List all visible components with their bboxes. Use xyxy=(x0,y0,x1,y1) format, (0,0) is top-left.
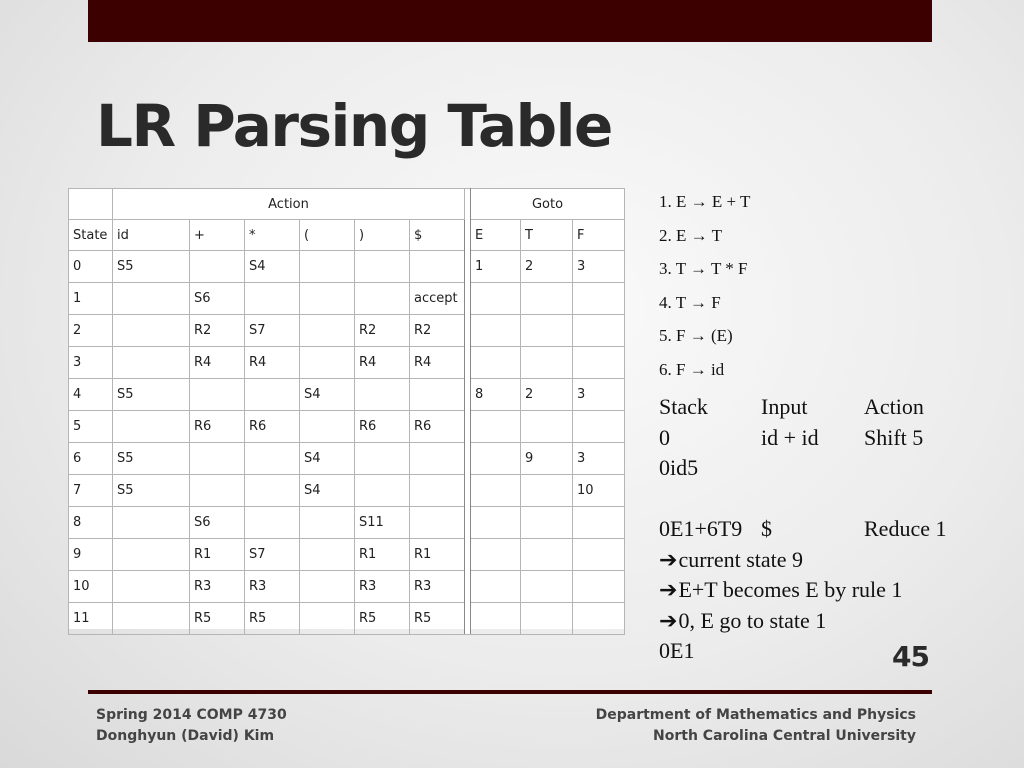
table-cell: R6 xyxy=(245,411,300,443)
table-cell xyxy=(113,283,190,315)
footer-left xyxy=(96,705,287,747)
table-cell xyxy=(113,347,190,379)
table-cell xyxy=(113,315,190,347)
table-cell xyxy=(355,379,410,411)
table-cell xyxy=(113,571,190,603)
trace-header-input: Input xyxy=(761,394,808,419)
trace-note-text: E+T becomes E by rule 1 xyxy=(678,577,903,602)
table-cell xyxy=(355,443,410,475)
column-header: E xyxy=(471,220,521,251)
table-cell xyxy=(573,347,625,379)
table-cell xyxy=(190,443,245,475)
table-cell: 10 xyxy=(573,475,625,507)
table-cell xyxy=(521,603,573,635)
table-cell: 9 xyxy=(521,443,573,475)
table-cell xyxy=(300,539,355,571)
trace-final-stack: 0E1 xyxy=(659,638,695,663)
table-cell xyxy=(410,379,465,411)
table-cell: R3 xyxy=(245,571,300,603)
trace-row xyxy=(659,514,989,545)
table-cell xyxy=(245,475,300,507)
table-cell: 8 xyxy=(471,379,521,411)
trace-row xyxy=(659,423,989,454)
table-cell: S5 xyxy=(113,379,190,411)
trace-note xyxy=(659,606,989,637)
table-cell: R6 xyxy=(190,411,245,443)
table-cell xyxy=(69,189,113,220)
table-cell xyxy=(471,411,521,443)
table-cell xyxy=(521,315,573,347)
table-cell xyxy=(471,507,521,539)
table-cell: R3 xyxy=(190,571,245,603)
trace-note-text: 0, E go to state 1 xyxy=(678,607,827,633)
grammar-rule: 3. T → T * F xyxy=(659,259,748,278)
table-cell xyxy=(471,315,521,347)
table-cell xyxy=(300,283,355,315)
state-cell: 2 xyxy=(69,315,113,347)
grammar-rule: 2. E → T xyxy=(659,225,722,245)
right-arrow-icon: ➔ xyxy=(659,607,678,633)
table-cell: R6 xyxy=(410,411,465,443)
table-cell xyxy=(245,507,300,539)
footer-instructor: Donghyun (David) Kim xyxy=(96,728,275,744)
table-cell: S6 xyxy=(190,507,245,539)
trace-final-row xyxy=(659,636,989,667)
trace-action: Shift 5 xyxy=(864,424,924,450)
table-cell xyxy=(190,475,245,507)
column-header: ( xyxy=(300,220,355,251)
column-header: id xyxy=(113,220,190,251)
state-cell: 8 xyxy=(69,507,113,539)
trace-stack: 0 xyxy=(659,424,670,450)
trace-note xyxy=(659,575,989,606)
table-cell: R1 xyxy=(355,539,410,571)
column-header: * xyxy=(245,220,300,251)
table-row xyxy=(69,347,625,379)
table-cell: R4 xyxy=(190,347,245,379)
footer-course: Spring 2014 COMP 4730 xyxy=(96,707,287,723)
table-cell: 3 xyxy=(573,251,625,283)
trace-note xyxy=(659,545,989,576)
table-row xyxy=(69,315,625,347)
column-header: T xyxy=(521,220,573,251)
table-cell xyxy=(471,475,521,507)
state-cell: 1 xyxy=(69,283,113,315)
footer-department: Department of Mathematics and Physics xyxy=(595,707,916,723)
table-cell xyxy=(190,379,245,411)
table-cell xyxy=(471,283,521,315)
table-cell xyxy=(471,603,521,635)
table-cell: R2 xyxy=(410,315,465,347)
slide-title: LR Parsing Table xyxy=(96,92,612,160)
table-cell xyxy=(355,283,410,315)
table-cell xyxy=(113,539,190,571)
table-cell: 3 xyxy=(573,379,625,411)
trace-note-text: current state 9 xyxy=(678,546,804,572)
table-cell xyxy=(300,411,355,443)
action-group-header: Action xyxy=(113,189,465,220)
table-cell xyxy=(573,539,625,571)
table-row xyxy=(69,571,625,603)
page-number: 45 xyxy=(892,640,929,673)
footer-university: North Carolina Central University xyxy=(653,728,916,744)
trace-header-action: Action xyxy=(864,394,924,419)
table-cell xyxy=(471,443,521,475)
table-cell: R3 xyxy=(410,571,465,603)
state-cell: 4 xyxy=(69,379,113,411)
grammar-rule: 4. T → F xyxy=(659,292,721,312)
table-cell xyxy=(355,251,410,283)
table-row xyxy=(69,443,625,475)
parse-trace xyxy=(659,392,989,667)
column-header: F xyxy=(573,220,625,251)
trace-header-row xyxy=(659,392,989,423)
table-row xyxy=(69,251,625,283)
table-row xyxy=(69,411,625,443)
trace-row xyxy=(659,453,989,484)
table-cell: S6 xyxy=(190,283,245,315)
table-cell: R4 xyxy=(245,347,300,379)
table-cell xyxy=(113,507,190,539)
trace-action: Reduce 1 xyxy=(864,516,947,541)
grammar-rules xyxy=(659,188,750,389)
table-cell xyxy=(521,283,573,315)
table-cell: 2 xyxy=(521,251,573,283)
top-accent-bar xyxy=(88,0,932,42)
table-cell xyxy=(300,603,355,635)
table-cell: 3 xyxy=(573,443,625,475)
table-cell: S5 xyxy=(113,475,190,507)
column-header: State xyxy=(69,220,113,251)
table-cell xyxy=(521,475,573,507)
table-cell xyxy=(521,571,573,603)
table-cell: R5 xyxy=(245,603,300,635)
table-cell xyxy=(521,507,573,539)
table-cell xyxy=(245,379,300,411)
table-cell xyxy=(300,507,355,539)
footer-right xyxy=(596,705,916,747)
table-cell: accept xyxy=(410,283,465,315)
parsing-table xyxy=(68,188,624,629)
table-cell xyxy=(355,475,410,507)
table-cell: R6 xyxy=(355,411,410,443)
state-cell: 3 xyxy=(69,347,113,379)
table-cell xyxy=(245,283,300,315)
table-cell xyxy=(245,443,300,475)
table-cell: R1 xyxy=(190,539,245,571)
table-row xyxy=(69,283,625,315)
table-cell: S4 xyxy=(300,475,355,507)
table-cell xyxy=(573,283,625,315)
table-cell xyxy=(471,571,521,603)
state-cell: 11 xyxy=(69,603,113,635)
trace-header-stack: Stack xyxy=(659,394,708,419)
table-cell xyxy=(300,347,355,379)
table-cell xyxy=(410,475,465,507)
table-row xyxy=(69,475,625,507)
column-header: $ xyxy=(410,220,465,251)
table-row xyxy=(69,539,625,571)
table-cell: S5 xyxy=(113,251,190,283)
table-cell: R5 xyxy=(190,603,245,635)
table-cell: S4 xyxy=(245,251,300,283)
table-row xyxy=(69,603,625,635)
trace-stack: 0id5 xyxy=(659,455,699,480)
grammar-rule: 6. F → id xyxy=(659,359,725,379)
state-cell: 7 xyxy=(69,475,113,507)
table-row xyxy=(69,507,625,539)
table-cell xyxy=(521,347,573,379)
grammar-rule: 5. F → (E) xyxy=(659,326,733,345)
table-cell: S5 xyxy=(113,443,190,475)
table-cell: S11 xyxy=(355,507,410,539)
table-cell: S4 xyxy=(300,443,355,475)
state-cell: 0 xyxy=(69,251,113,283)
table-cell xyxy=(521,411,573,443)
goto-group-header: Goto xyxy=(471,189,625,220)
right-arrow-icon: ➔ xyxy=(659,546,678,572)
state-cell: 10 xyxy=(69,571,113,603)
table-cell: R4 xyxy=(355,347,410,379)
table-cell xyxy=(471,539,521,571)
grammar-rule: 1. E → E + T xyxy=(659,192,751,211)
table-cell xyxy=(300,251,355,283)
trace-input: $ xyxy=(761,516,772,541)
table-cell xyxy=(521,539,573,571)
column-header: + xyxy=(190,220,245,251)
table-cell xyxy=(471,347,521,379)
table-cell xyxy=(300,315,355,347)
table-cell: R3 xyxy=(355,571,410,603)
state-cell: 5 xyxy=(69,411,113,443)
trace-input: id + id xyxy=(761,424,819,450)
table-group-header-row xyxy=(69,189,625,220)
trace-stack: 0E1+6T9 xyxy=(659,516,743,541)
table-cell xyxy=(573,507,625,539)
table-cell: R5 xyxy=(410,603,465,635)
trace-row xyxy=(659,484,989,515)
table-cell: R5 xyxy=(355,603,410,635)
table-cell: S7 xyxy=(245,315,300,347)
table-cell xyxy=(573,603,625,635)
table-cell: 1 xyxy=(471,251,521,283)
state-cell: 9 xyxy=(69,539,113,571)
table-cell xyxy=(410,251,465,283)
table-cell: S7 xyxy=(245,539,300,571)
table-cell: 2 xyxy=(521,379,573,411)
table-cell xyxy=(113,603,190,635)
table-cell: R2 xyxy=(355,315,410,347)
table-cell xyxy=(573,411,625,443)
table-cell: R2 xyxy=(190,315,245,347)
table-cell xyxy=(573,571,625,603)
footer-divider xyxy=(88,690,932,694)
table-cell xyxy=(410,443,465,475)
table-column-header-row xyxy=(69,220,625,251)
table-cell xyxy=(113,411,190,443)
state-cell: 6 xyxy=(69,443,113,475)
table-cell xyxy=(573,315,625,347)
table-cell xyxy=(190,251,245,283)
table-cell xyxy=(410,507,465,539)
right-arrow-icon: ➔ xyxy=(659,577,678,602)
table-row xyxy=(69,379,625,411)
table-cell xyxy=(300,571,355,603)
table-cell: R1 xyxy=(410,539,465,571)
table-cell: S4 xyxy=(300,379,355,411)
column-header: ) xyxy=(355,220,410,251)
table-cell: R4 xyxy=(410,347,465,379)
